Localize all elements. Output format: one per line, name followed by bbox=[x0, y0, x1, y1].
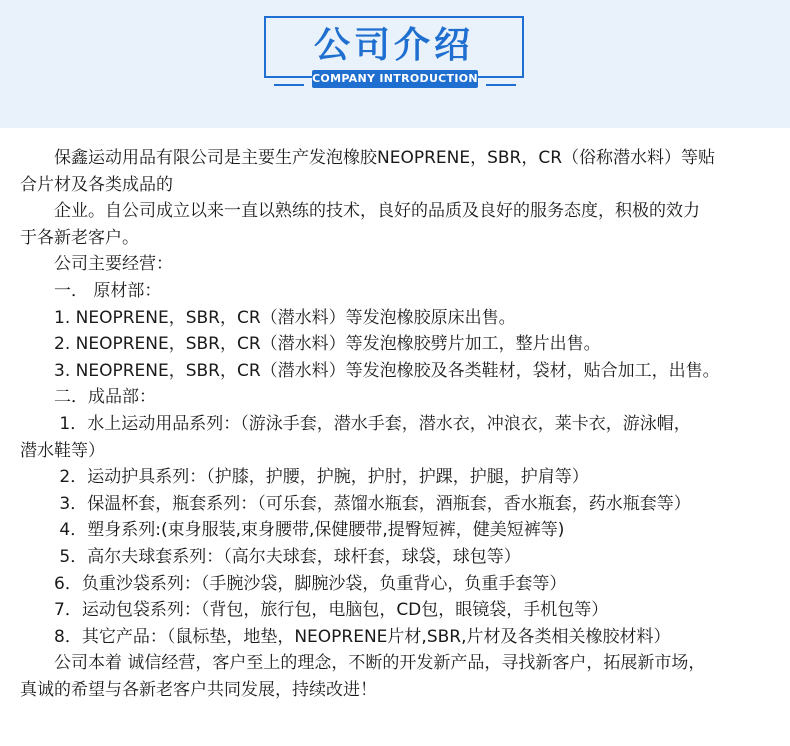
text-line: 2．运动护具系列：（护膝，护腰，护腕，护肘，护踝，护腿，护肩等） bbox=[20, 467, 589, 488]
text-line: 一． 原材部： bbox=[20, 280, 162, 301]
text-line: 6．负重沙袋系列：（手腕沙袋，脚腕沙袋，负重背心，负重手套等） bbox=[20, 573, 567, 594]
text-line: 2. NEOPRENE，SBR，CR（潜水料）等发泡橡胶劈片加工，整片出售。 bbox=[20, 334, 601, 355]
text-line: 1. NEOPRENE，SBR，CR（潜水料）等发泡橡胶原床出售。 bbox=[20, 307, 516, 328]
text-line: 7．运动包袋系列：（背包，旅行包，电脑包，CD包，眼镜袋，手机包等） bbox=[20, 600, 609, 621]
text-line: 4．塑身系列:(束身服装,束身腰带,保健腰带,提臀短裤，健美短裤等) bbox=[20, 520, 565, 541]
text-line: 5．高尔夫球套系列：（高尔夫球套，球杆套，球袋，球包等） bbox=[20, 546, 521, 567]
page-title: 公司介绍 bbox=[313, 25, 474, 66]
text-line: 公司主要经营： bbox=[20, 254, 173, 275]
company-description bbox=[20, 145, 775, 703]
text-line: 合片材及各类成品的 bbox=[20, 174, 173, 195]
text-line: 企业。自公司成立以来一直以熟练的技术，良好的品质及良好的服务态度，积极的效力 bbox=[20, 201, 700, 222]
text-line: 8．其它产品：（鼠标垫，地垫，NEOPRENE片材,SBR,片材及各类相关橡胶材料） bbox=[20, 626, 671, 647]
decorative-rule-right bbox=[486, 72, 516, 86]
text-line: 于各新老客户。 bbox=[20, 227, 139, 248]
text-line: 保鑫运动用品有限公司是主要生产发泡橡胶NEOPRENE，SBR，CR（俗称潜水料）等贴 bbox=[20, 148, 716, 168]
text-line: 潜水鞋等） bbox=[20, 440, 105, 461]
subtitle-badge bbox=[312, 70, 478, 88]
text-line: 真诚的希望与各新老客户共同发展，持续改进！ bbox=[20, 679, 377, 700]
text-line: 公司本着 诚信经营，客户至上的理念，不断的开发新产品，寻找新客户，拓展新市场， bbox=[20, 653, 706, 674]
text-line: 二．成品部： bbox=[20, 387, 156, 408]
text-line: 1．水上运动用品系列：（游泳手套，潜水手套，潜水衣，冲浪衣，莱卡衣，游泳帽， bbox=[20, 413, 691, 434]
header-banner bbox=[0, 0, 790, 128]
page-subtitle: COMPANY INTRODUCTION bbox=[312, 72, 478, 85]
title-frame bbox=[264, 16, 524, 78]
decorative-rule-left bbox=[274, 72, 304, 86]
text-line: 3．保温杯套，瓶套系列：（可乐套，蒸馏水瓶套，酒瓶套，香水瓶套，药水瓶套等） bbox=[20, 493, 691, 514]
text-line: 3. NEOPRENE，SBR，CR（潜水料）等发泡橡胶及各类鞋材，袋材，贴合加工，出售。 bbox=[20, 360, 720, 381]
